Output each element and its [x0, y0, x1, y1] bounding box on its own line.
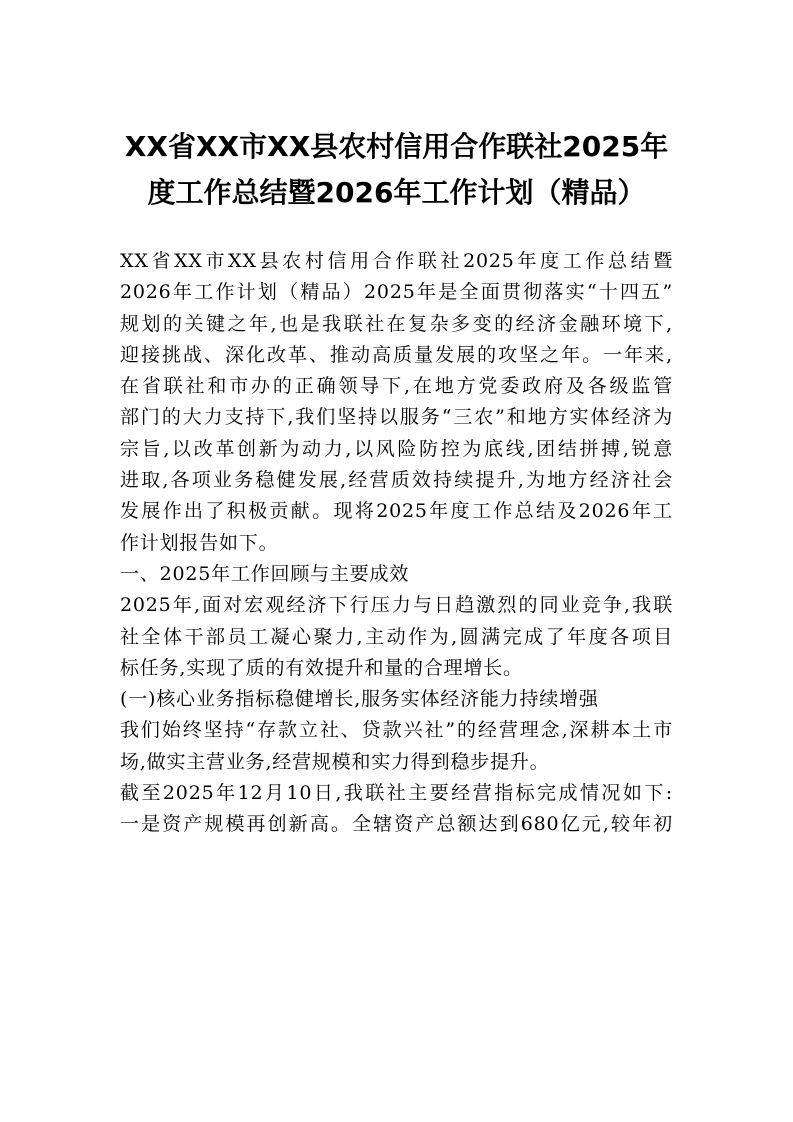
body-line: 部门的大力支持下,我们坚持以服务“三农”和地方实体经济为 [120, 406, 673, 429]
body-line: 截至2025年12月10日,我联社主要经营指标完成情况如下: [120, 782, 673, 805]
body-line: 社全体干部员工凝心聚力,主动作为,圆满完成了年度各项目 [120, 625, 673, 648]
body-line: 场,做实主营业务,经营规模和实力得到稳步提升。 [120, 750, 550, 773]
body-line: 在省联社和市办的正确领导下,在地方党委政府及各级监管 [120, 375, 673, 398]
body-line: 进取,各项业务稳健发展,经营质效持续提升,为地方经济社会 [120, 469, 673, 492]
body-line: 2025年,面对宏观经济下行压力与日趋激烈的同业竞争,我联 [120, 594, 673, 617]
subsection-heading: (一)核心业务指标稳健增长,服务实体经济能力持续增强 [120, 688, 599, 711]
section-heading: 一、2025年工作回顾与主要成效 [120, 562, 410, 585]
body-line: 2026年工作计划（精品）2025年是全面贯彻落实“十四五” [120, 281, 673, 304]
body-line: 我们始终坚持“存款立社、贷款兴社”的经营理念,深耕本土市 [120, 719, 673, 742]
body-line: 发展作出了积极贡献。现将2025年度工作总结及2026年工 [120, 500, 673, 523]
body-line: 宗旨,以改革创新为动力,以风险防控为底线,团结拼搏,锐意 [120, 437, 673, 460]
document-body [120, 246, 673, 841]
title-line: 度工作总结暨2026年工作计划（精品） [147, 176, 646, 209]
body-line: 一是资产规模再创新高。全辖资产总额达到680亿元,较年初 [120, 813, 673, 836]
title-line: XX省XX市XX县农村信用合作联社2025年 [124, 130, 669, 163]
document-title [100, 124, 693, 216]
body-line: 规划的关键之年,也是我联社在复杂多变的经济金融环境下, [120, 312, 673, 335]
body-line: 作计划报告如下。 [120, 531, 279, 554]
body-line: XX省XX市XX县农村信用合作联社2025年度工作总结暨 [120, 250, 673, 272]
body-line: 迎接挑战、深化改革、推动高质量发展的攻坚之年。一年来, [120, 343, 673, 366]
body-line: 标任务,实现了质的有效提升和量的合理增长。 [120, 656, 523, 679]
